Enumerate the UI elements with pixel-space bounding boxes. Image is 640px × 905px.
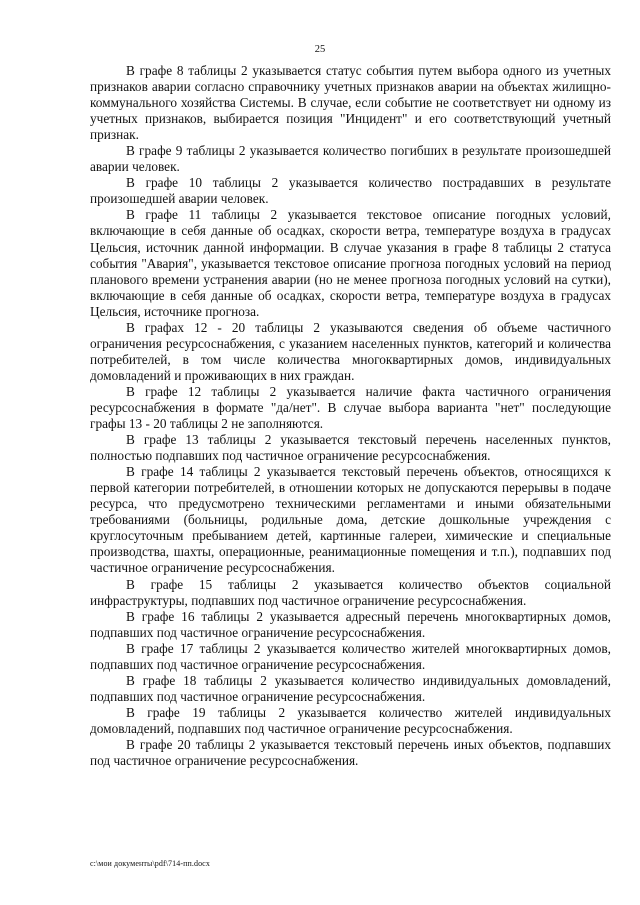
paragraph-column-13: В графе 13 таблицы 2 указывается текстовый перечень населенных пунктов, полностью подпавших под частичное ограничение ресурсоснабжения.	[90, 432, 611, 464]
paragraph-column-9: В графе 9 таблицы 2 указывается количество погибших в результате произошедшей аварии человек.	[90, 143, 611, 175]
paragraph-column-11: В графе 11 таблицы 2 указывается текстовое описание погодных условий, включающие в себя данные об осадках, скорости ветра, температуре воздуха в градусах Цельсия, источник данной информации. В случае указания в графе 8 таблицы 2 статуса события "Авария", указывается текстовое описание прогноза погодных условий на период планового времени устранения аварии (но не менее прогноза погодных условий на сутки), включающие в себя данные об осадках, скорости ветра, температуре воздуха в градусах Цельсия, источнике прогноза.	[90, 207, 611, 319]
paragraph-column-19: В графе 19 таблицы 2 указывается количество жителей индивидуальных домовладений, подпавших под частичное ограничение ресурсоснабжения.	[90, 704, 611, 736]
paragraph-column-14: В графе 14 таблицы 2 указывается текстовый перечень объектов, относящихся к первой категории потребителей, в отношении которых не допускаются перерывы в подаче ресурса, что предусмотрено техническими регламентами и иными обязательными требованиями (больницы, родильные дома, детские дошкольные учреждения с круглосуточным пребыванием детей, картинные галереи, химические и специальные производства, шахты, операционные, реанимационные помещения и т.п.), подпавших под частичное ограничение ресурсоснабжения.	[90, 464, 611, 576]
paragraph-columns-12-20: В графах 12 - 20 таблицы 2 указываются сведения об объеме частичного ограничения ресурсоснабжения, с указанием населенных пунктов, категорий и количества потребителей, в том числе количества многоквартирных домов, индивидуальных домовладений и проживающих в них граждан.	[90, 319, 611, 383]
paragraph-column-12: В графе 12 таблицы 2 указывается наличие факта частичного ограничения ресурсоснабжения в формате "да/нет". В случае выбора варианта "нет" последующие графы 13 - 20 таблицы 2 не заполняются.	[90, 383, 611, 432]
footer-file-path: c:\мои документы\pdf\714-пп.docx	[90, 859, 210, 868]
paragraph-column-10: В графе 10 таблицы 2 указывается количество пострадавших в результате произошедшей аварии человек.	[90, 175, 611, 207]
paragraph-column-18: В графе 18 таблицы 2 указывается количество индивидуальных домовладений, подпавших под частичное ограничение ресурсоснабжения.	[90, 672, 611, 704]
document-body	[90, 63, 611, 769]
paragraph-column-20: В графе 20 таблицы 2 указывается текстовый перечень иных объектов, подпавших под частичное ограничение ресурсоснабжения.	[90, 736, 611, 769]
paragraph-column-8: В графе 8 таблицы 2 указывается статус события путем выбора одного из учетных признаков аварии согласно справочнику учетных признаков аварии на объектах жилищно-коммунального хозяйства Системы. В случае, если событие не соответствует ни одному из учетных признаков, выбирается позиция "Инцидент" и его соответствующий учетный признак.	[90, 63, 611, 143]
paragraph-column-17: В графе 17 таблицы 2 указывается количество жителей многоквартирных домов, подпавших под частичное ограничение ресурсоснабжения.	[90, 640, 611, 672]
paragraph-column-16: В графе 16 таблицы 2 указывается адресный перечень многоквартирных домов, подпавших под частичное ограничение ресурсоснабжения.	[90, 608, 611, 640]
page-number: 25	[314, 44, 326, 55]
paragraph-column-15: В графе 15 таблицы 2 указывается количество объектов социальной инфраструктуры, подпавших под частичное ограничение ресурсоснабжения.	[90, 576, 611, 608]
